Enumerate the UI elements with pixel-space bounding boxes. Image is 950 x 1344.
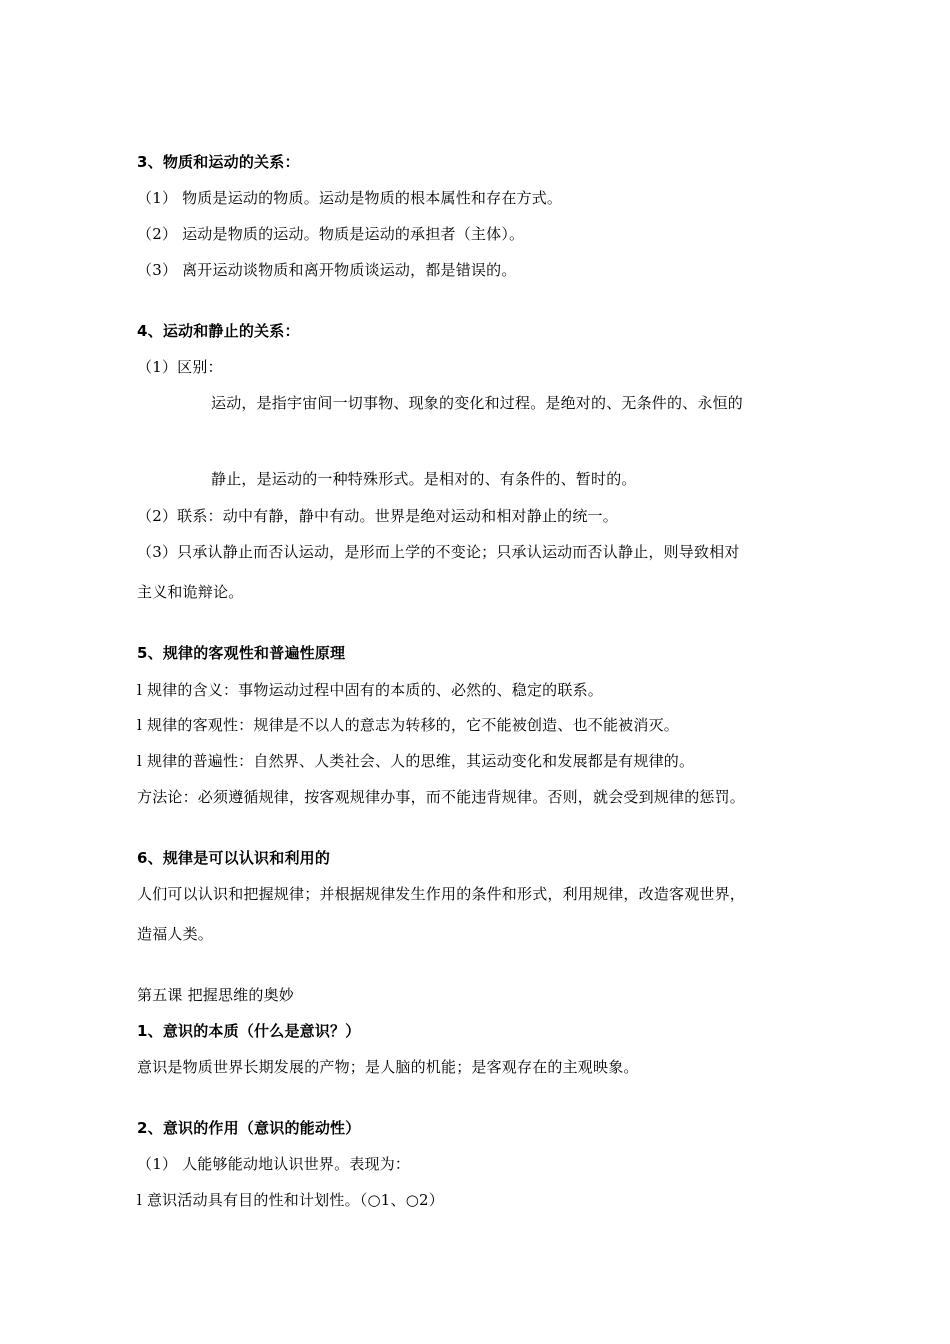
section-6-line-1: 人们可以认识和把握规律；并根据规律发生作用的条件和形式，利用规律，改造客观世界， — [137, 885, 746, 903]
lesson-5-title: 第五课 把握思维的奥妙 — [137, 986, 294, 1004]
section-6-heading: 6、规律是可以认识和利用的 — [137, 849, 331, 867]
section-5-point-2: l 规律的客观性：规律是不以人的意志为转移的，它不能被创造、也不能被消灭。 — [137, 716, 679, 734]
section-6-line-2: 造福人类。 — [137, 925, 214, 943]
section-5-point-1: l 规律的含义：事物运动过程中固有的本质的、必然的、稳定的联系。 — [137, 681, 603, 699]
section-4-item-3-line-1: （3）只承认静止而否认运动，是形而上学的不变论；只承认运动而否认静止，则导致相对 — [137, 543, 740, 561]
section-4-connection: （2）联系：动中有静，静中有动。世界是绝对运动和相对静止的统一。 — [137, 507, 618, 525]
section-3-item-2: （2） 运动是物质的运动。物质是运动的承担者（主体）。 — [137, 225, 525, 243]
lesson-5-section-1-text: 意识是物质世界长期发展的产物；是人脑的机能；是客观存在的主观映象。 — [137, 1058, 639, 1076]
section-3-heading: 3、物质和运动的关系： — [137, 153, 300, 171]
section-5-point-3: l 规律的普遍性：自然界、人类社会、人的思维，其运动变化和发展都是有规律的。 — [137, 752, 695, 770]
lesson-5-section-2-point-1: l 意识活动具有目的性和计划性。（○1、○2） — [137, 1191, 444, 1209]
section-5-heading: 5、规律的客观性和普遍性原理 — [137, 644, 346, 662]
section-4-difference-label: （1）区别： — [137, 358, 223, 376]
lesson-5-section-1-heading: 1、意识的本质（什么是意识？） — [137, 1022, 361, 1040]
section-4-rest-definition: 静止，是运动的一种特殊形式。是相对的、有条件的、暂时的。 — [211, 470, 637, 488]
lesson-5-section-2-item-1: （1） 人能够能动地认识世界。表现为： — [137, 1155, 411, 1173]
section-5-methodology: 方法论：必须遵循规律，按客观规律办事，而不能违背规律。否则，就会受到规律的惩罚。 — [137, 788, 746, 806]
section-3-item-3: （3） 离开运动谈物质和离开物质谈运动，都是错误的。 — [137, 261, 517, 279]
section-3-item-1: （1） 物质是运动的物质。运动是物质的根本属性和存在方式。 — [137, 189, 563, 207]
lesson-5-section-2-heading: 2、意识的作用（意识的能动性） — [137, 1119, 361, 1137]
section-4-item-3-line-2: 主义和诡辩论。 — [137, 583, 244, 601]
section-4-motion-definition: 运动，是指宇宙间一切事物、现象的变化和过程。是绝对的、无条件的、永恒的 — [211, 394, 744, 412]
section-4-heading: 4、运动和静止的关系： — [137, 322, 300, 340]
